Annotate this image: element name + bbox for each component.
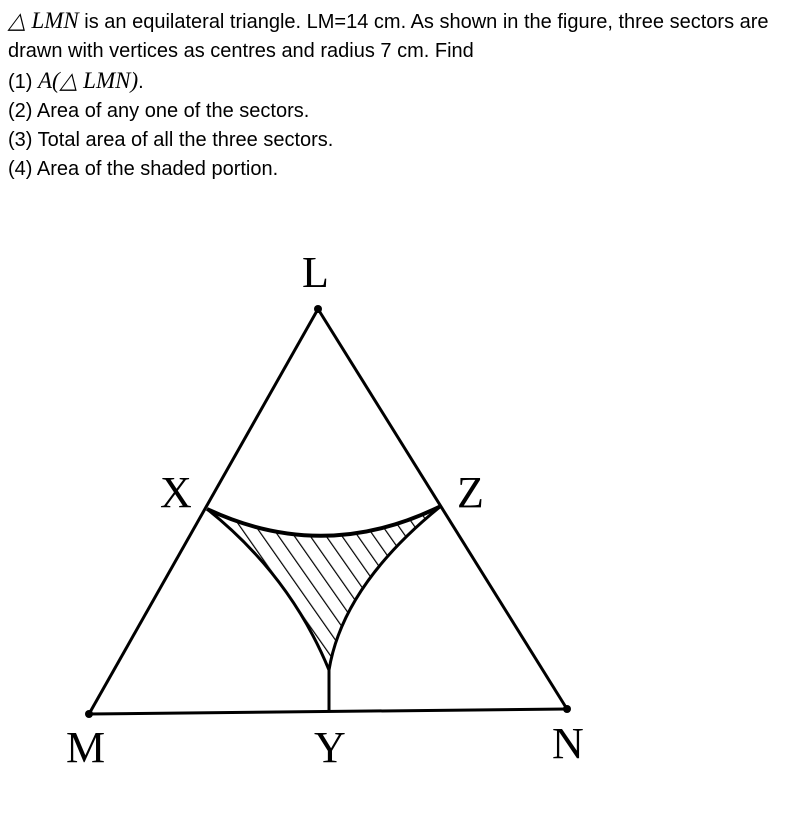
part-4: (4) Area of the shaded portion. (8, 158, 279, 180)
part-1-number: (1) (8, 71, 38, 93)
part-1 (8, 66, 794, 97)
vertex-L-dot (314, 305, 322, 313)
part-3: (3) Total area of all the three sectors. (8, 129, 334, 151)
question-intro (8, 6, 794, 66)
triangle-notation: △ LMN (8, 8, 79, 33)
intro-text: is an equilateral triangle. LM=14 cm. As shown in the figure, three sectors are drawn with vertices as centres and radius 7 cm. Find (8, 11, 769, 62)
label-M: M (66, 723, 106, 772)
side-LM (89, 309, 318, 714)
vertex-N-dot (563, 705, 571, 713)
label-Z: Z (457, 468, 484, 517)
triangle-figure (0, 230, 800, 828)
label-Y: Y (314, 723, 346, 772)
part-1-end: . (138, 71, 144, 93)
shaded-region (207, 506, 441, 670)
area-notation: A(△ LMN) (38, 68, 139, 93)
part-2: (2) Area of any one of the sectors. (8, 100, 310, 122)
label-N: N (552, 719, 584, 768)
question-text (8, 6, 794, 184)
label-L: L (302, 248, 329, 297)
side-LN (318, 309, 567, 709)
vertex-M-dot (85, 710, 93, 718)
label-X: X (160, 468, 192, 517)
